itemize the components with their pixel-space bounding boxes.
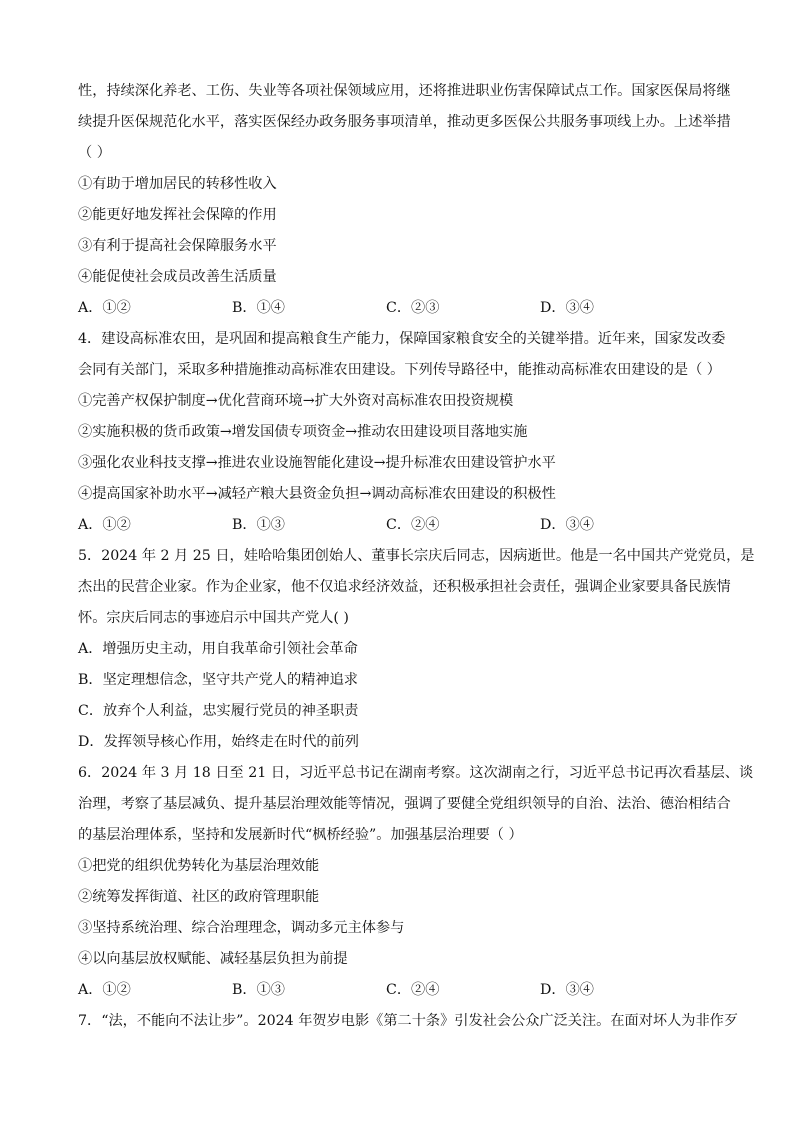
stem-line: 5．2024 年 2 月 25 日，娃哈哈集团创始人、董事长宗庆后同志，因病逝世。他是一名中国共产党党员，是 (78, 548, 755, 564)
option-c: C．②③ (386, 300, 440, 316)
stem-line: 续提升医保规范化水平，落实医保经办政务服务事项清单，推动更多医保公共服务事项线上办。上述举措 (78, 114, 731, 130)
question-3-options (78, 293, 723, 324)
question-3-stem (78, 76, 731, 169)
statement: ①完善产权保护制度→优化营商环境→扩大外资对高标准农田投资规模 (78, 393, 514, 409)
question-4-options (78, 510, 723, 541)
statement: ②实施积极的货币政策→增发国债专项资金→推动农田建设项目落地实施 (78, 424, 528, 440)
option-c: C．②④ (386, 517, 440, 533)
statement: ③坚持系统治理、综合治理理念，调动多元主体参与 (78, 920, 405, 936)
question-7-stem (78, 1006, 739, 1037)
option-b: B．①③ (232, 982, 285, 998)
option-a: A．①② (78, 300, 131, 316)
option-d: D．③④ (540, 517, 594, 533)
question-5-stem (78, 541, 755, 634)
statement: ②能更好地发挥社会保障的作用 (78, 207, 277, 223)
statement: ④能促使社会成员改善生活质量 (78, 269, 277, 285)
statement: ①有助于增加居民的转移性收入 (78, 176, 277, 192)
option-d: D．③④ (540, 300, 594, 316)
stem-line: 6．2024 年 3 月 18 日至 21 日，习近平总书记在湖南考察。这次湖南之行，习近平总书记再次看基层、谈 (78, 765, 754, 781)
choice-b: B．坚定理想信念，坚守共产党人的精神追求 (78, 672, 358, 688)
stem-line: 的基层治理体系，坚持和发展新时代“枫桥经验”。加强基层治理要（ ） (78, 827, 523, 843)
option-a: A．①② (78, 982, 131, 998)
question-3-statements (78, 169, 723, 293)
statement: ③强化农业科技支撑→推进农业设施智能化建设→提升标准农田建设管护水平 (78, 455, 556, 471)
stem-line: 7．“法，不能向不法让步”。2024 年贺岁电影《第二十条》引发社会公众广泛关注。在面对坏人为非作歹 (78, 1013, 739, 1029)
stem-line: 4．建设高标准农田，是巩固和提高粮食生产能力，保障国家粮食安全的关键举措。近年来，国家发改委 (78, 331, 726, 347)
statement: ④以向基层放权赋能、减轻基层负担为前提 (78, 951, 348, 967)
statement: ②统筹发挥街道、社区的政府管理职能 (78, 889, 320, 905)
choice-d: D．发挥领导核心作用，始终走在时代的前列 (78, 734, 359, 750)
question-6-options (78, 975, 723, 1006)
stem-line: 性，持续深化养老、工伤、失业等各项社保领域应用，还将推进职业伤害保障试点工作。国家医保局将继 (78, 83, 731, 99)
question-5-choices (78, 634, 723, 758)
stem-line: 怀。宗庆后同志的事迹启示中国共产党人( ) (78, 610, 349, 626)
question-6-statements (78, 851, 723, 975)
question-6-stem (78, 758, 754, 851)
statement: ④提高国家补助水平→减轻产粮大县资金负担→调动高标准农田建设的积极性 (78, 486, 556, 502)
stem-line: （ ） (78, 145, 111, 161)
statement: ③有利于提高社会保障服务水平 (78, 238, 277, 254)
statement: ①把党的组织优势转化为基层治理效能 (78, 858, 320, 874)
stem-line: 杰出的民营企业家。作为企业家，他不仅追求经济效益，还积极承担社会责任，强调企业家要具备民族情 (78, 579, 731, 595)
question-4-stem (78, 324, 726, 386)
option-c: C．②④ (386, 982, 440, 998)
question-4-statements (78, 386, 723, 510)
exam-page (78, 76, 755, 1037)
option-b: B．①③ (232, 517, 285, 533)
stem-line: 会同有关部门，采取多种措施推动高标准农田建设。下列传导路径中，能推动高标准农田建设的是（ ） (78, 362, 721, 378)
option-a: A．①② (78, 517, 131, 533)
choice-c: C．放弃个人利益，忠实履行党员的神圣职责 (78, 703, 359, 719)
choice-a: A．增强历史主动，用自我革命引领社会革命 (78, 641, 358, 657)
stem-line: 治理，考察了基层减负、提升基层治理效能等情况，强调了要健全党组织领导的自治、法治、德治相结合 (78, 796, 731, 812)
option-d: D．③④ (540, 982, 594, 998)
option-b: B．①④ (232, 300, 285, 316)
